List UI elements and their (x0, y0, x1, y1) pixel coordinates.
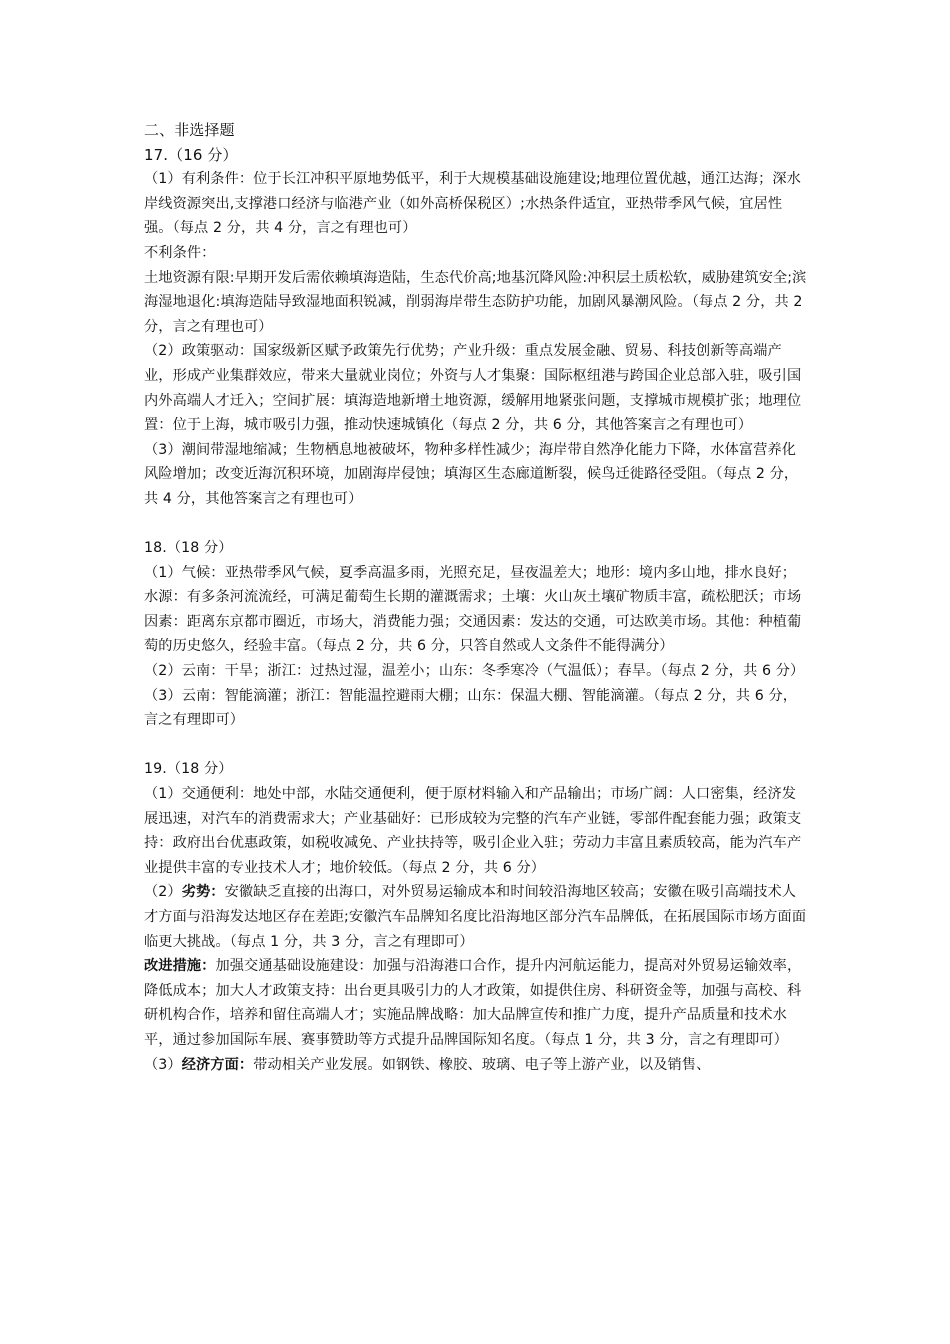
q19-economy-label: 经济方面： (181, 1056, 254, 1073)
q17-unfavorable-paragraph: 土地资源有限:早期开发后需依赖填海造陆，生态代价高;地基沉降风险:冲积层土质松软，威胁建筑安全;滨海湿地退化:填海造陆导致湿地面积锐减，削弱海岸带生态防护功能，加剧风暴潮风险。（每点 2 分，共 2 分，言之有理也可） (144, 269, 807, 335)
q19-improvement-paragraph (144, 954, 808, 1052)
paragraph-gap (144, 512, 808, 537)
q19-part2-prefix: （2） (144, 884, 182, 901)
q18-part3-paragraph: （3）云南：智能滴灌；浙江：智能温控避雨大棚；山东：保温大棚、智能滴灌。（每点 2 分，共 6 分，言之有理即可） (144, 687, 798, 729)
q18-part1-paragraph: （1）气候：亚热带季风气候，夏季高温多雨，光照充足，昼夜温差大；地形：境内多山地，排水良好；水源：有多条河流流经，可满足葡萄生长期的灌溉需求；土壤：火山灰土壤矿物质丰富，疏松肥沃；市场因素：距离东京都市圈近，市场大，消费能力强；交通因素：发达的交通，可达欧美市场。其他：种植葡萄的历史悠久，经验丰富。（每点 2 分，共 6 分，只答自然或人文条件不能得满分） (144, 564, 802, 655)
q19-improvement-label: 改进措施： (144, 958, 216, 975)
q17-unfavorable-label: 不利条件： (144, 244, 216, 261)
q19-weakness-text: 安徽缺乏直接的出海口，对外贸易运输成本和时间较沿海地区较高；安徽在吸引高端技术人才方面与沿海发达地区存在差距;安徽汽车品牌知名度比沿海地区部分汽车品牌低，在拓展国际市场方面面临更大挑战。（每点 1 分，共 3 分，言之有理即可） (144, 884, 807, 950)
q19-part3-paragraph (144, 1053, 808, 1078)
q19-economy-text: 带动相关产业发展。如钢铁、橡胶、玻璃、电子等上游产业，以及销售、 (253, 1056, 711, 1073)
paragraph-gap (144, 733, 808, 758)
question-17-heading: 17.（16 分） (144, 145, 238, 164)
question-19-heading: 19.（18 分） (144, 761, 233, 778)
q18-part2-paragraph: （2）云南：干旱；浙江：过热过湿，温差小；山东：冬季寒冷（气温低）；春旱。（每点 2 分，共 6 分） (144, 663, 805, 680)
section-title: 二、非选择题 (144, 121, 235, 139)
question-18-heading: 18.（18 分） (144, 540, 233, 557)
q17-part1-paragraph: （1）有利条件：位于长江冲积平原地势低平，利于大规模基础设施建设;地理位置优越，通江达海；深水岸线资源突出,支撑港口经济与临港产业（如外高桥保税区）;水热条件适宜，亚热带季风气候，宜居性强。（每点 2 分，共 4 分，言之有理也可） (144, 171, 801, 237)
q19-part3-prefix: （3） (144, 1056, 182, 1073)
q19-weakness-label: 劣势： (181, 884, 225, 901)
q19-part1-paragraph: （1）交通便利：地处中部，水陆交通便利，便于原材料输入和产品输出；市场广阔：人口密集，经济发展迅速，对汽车的消费需求大；产业基础好：已形成较为完整的汽车产业链，零部件配套能力强；政策支持：政府出台优惠政策，如税收减免、产业扶持等，吸引企业入驻；劳动力丰富且素质较高，能为汽车产业提供丰富的专业技术人才；地价较低。（每点 2 分，共 6 分） (144, 786, 802, 876)
document-page (144, 118, 808, 1077)
q19-improvement-text: 加强交通基础设施建设：加强与沿海港口合作，提升内河航运能力，提高对外贸易运输效率，降低成本；加大人才政策支持：出台更具吸引力的人才政策，如提供住房、科研资金等，加强与高校、科研机构合作，培养和留住高端人才；实施品牌战略：加大品牌宣传和推广力度，提升产品质量和技术水平，通过参加国际车展、赛事赞助等方式提升品牌国际知名度。（每点 1 分，共 3 分，言之有理即可） (144, 958, 802, 1048)
q17-part2-paragraph: （2）政策驱动：国家级新区赋予政策先行优势；产业升级：重点发展金融、贸易、科技创新等高端产业，形成产业集群效应，带来大量就业岗位；外资与人才集聚：国际枢纽港与跨国企业总部入驻，吸引国内外高端人才迁入；空间扩展：填海造地新增土地资源，缓解用地紧张问题，支撑城市规模扩张；地理位置：位于上海，城市吸引力强，推动快速城镇化（每点 2 分，共 6 分，其他答案言之有理也可） (144, 343, 802, 434)
q17-part3-paragraph: （3）潮间带湿地缩减；生物栖息地被破坏，物种多样性减少；海岸带自然净化能力下降，水体富营养化风险增加；改变近海沉积环境，加剧海岸侵蚀；填海区生态廊道断裂，候鸟迁徙路径受阻。（每点 2 分，共 4 分，其他答案言之有理也可） (144, 441, 799, 507)
q19-part2-paragraph (144, 880, 808, 954)
